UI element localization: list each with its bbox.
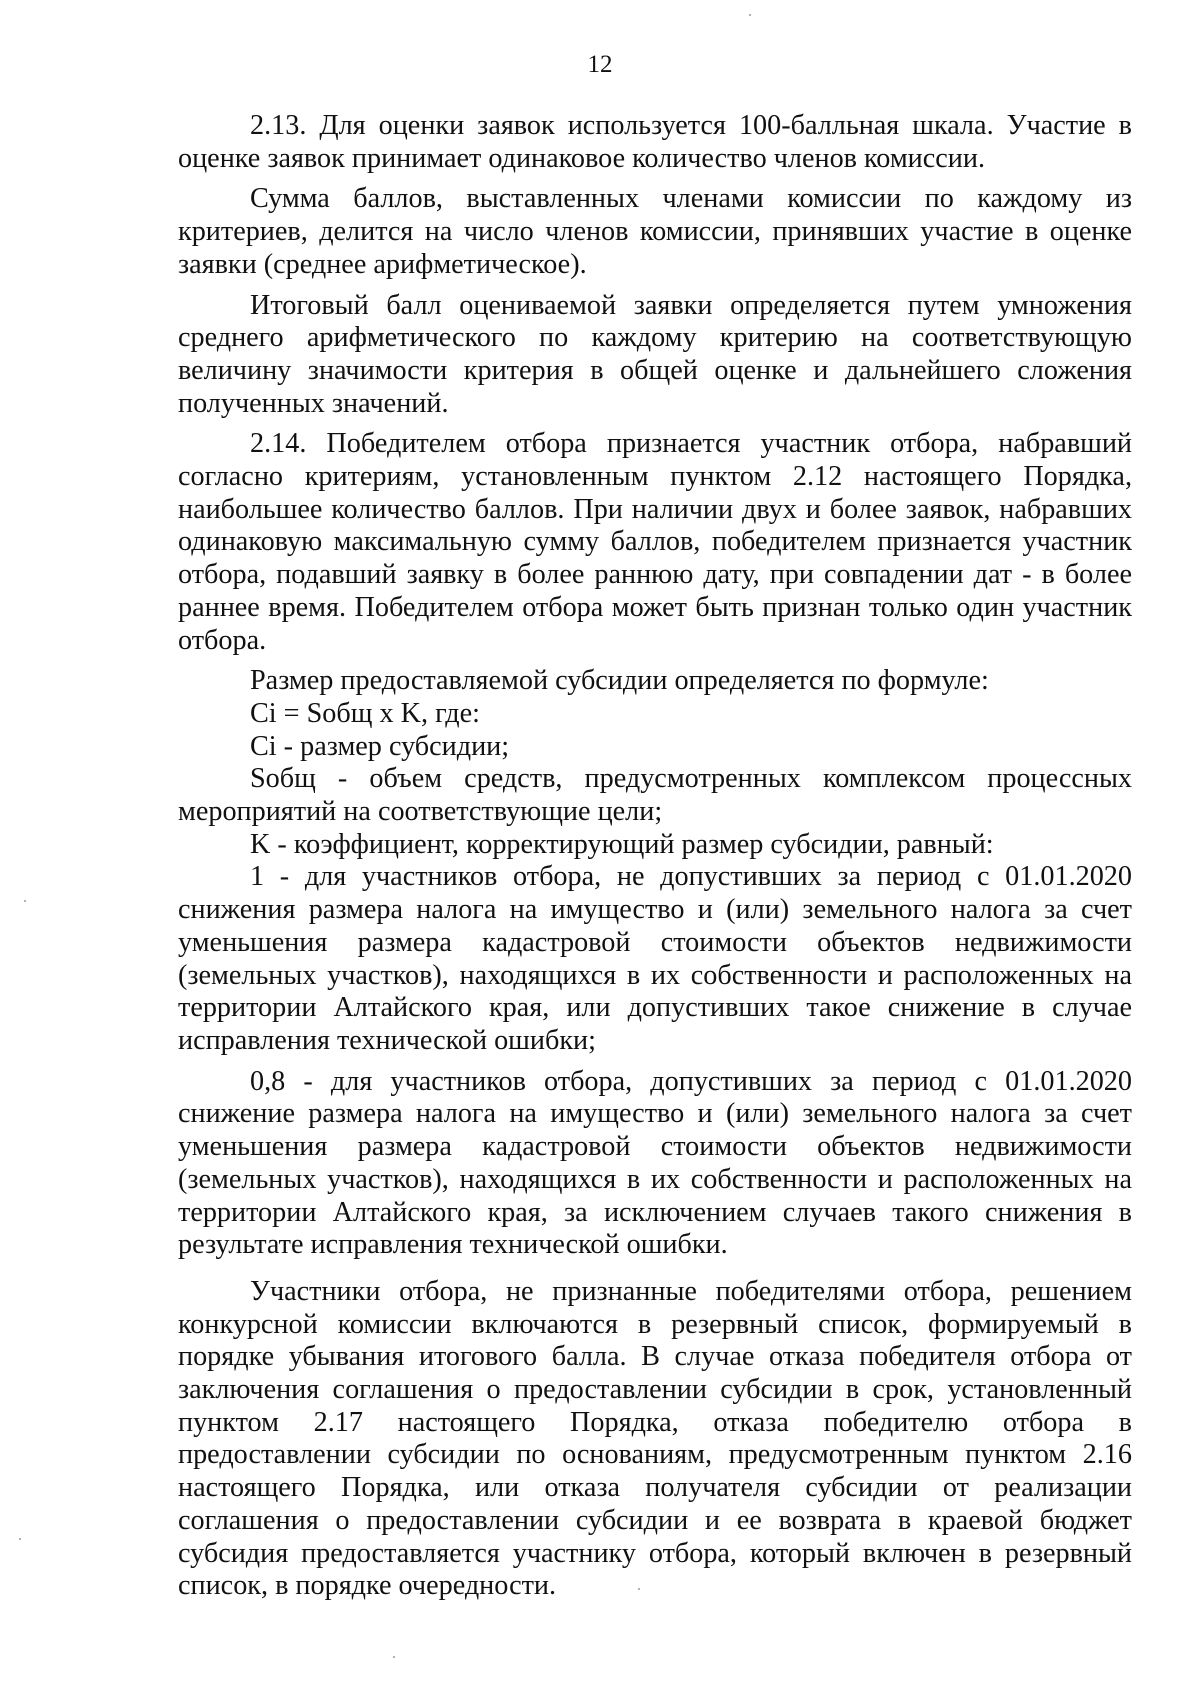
paragraph-subsidy-formula-intro: Размер предоставляемой субсидии определяется по формуле:: [250, 665, 989, 697]
paragraph-k-one: 1 - для участников отбора, не допустивших за период с 01.01.2020 снижения размера налога на имущество и (или) земельного налога за счет уменьшения размера кадастровой стоимости объектов недвижимости (земельных участков), находящихся в их собственности и расположенных на территории Алтайского края, или допустивших такое снижение в случае исправления технической ошибки;: [178, 861, 1132, 1056]
paragraph-ci-definition: Ci - размер субсидии;: [250, 730, 510, 762]
paragraph-2-13: 2.13. Для оценки заявок используется 100-балльная шкала. Участие в оценке заявок принимает одинаковое количество членов комиссии.: [178, 110, 1132, 174]
paragraph-sobshch-definition: Sобщ - объем средств, предусмотренных комплексом процессных мероприятий на соответствующие цели;: [178, 763, 1132, 828]
scan-speck: [638, 1588, 640, 1590]
scan-speck: [393, 1656, 395, 1658]
scan-speck: [19, 1538, 21, 1540]
paragraph-score-sum: Сумма баллов, выставленных членами комиссии по каждому из критериев, делится на число членов комиссии, принявших участие в оценке заявки (среднее арифметическое).: [178, 183, 1132, 280]
document-body: [178, 110, 1132, 1603]
paragraph-final-score: Итоговый балл оцениваемой заявки определяется путем умножения среднего арифметического по каждому критерию на соответствующую величину значимости критерия в общей оценке и дальнейшего сложения полученных значений.: [178, 289, 1132, 419]
scan-speck: [749, 14, 751, 16]
page-number: 12: [587, 51, 613, 78]
paragraph-formula: Ci = Sобщ x K, где:: [250, 697, 480, 729]
scan-speck: [24, 900, 26, 902]
paragraph-k-zero-eight: 0,8 - для участников отбора, допустивших за период с 01.01.2020 снижение размера налога на имущество и (или) земельного налога за счет уменьшения размера кадастровой стоимости объектов недвижимости (земельных участков), находящихся в их собственности и расположенных на территории Алтайского края, за исключением случаев такого снижения в результате исправления технической ошибки.: [178, 1065, 1132, 1261]
paragraph-2-14: 2.14. Победителем отбора признается участник отбора, набравший согласно критериям, установленным пунктом 2.12 настоящего Порядка, наибольшее количество баллов. При наличии двух и более заявок, набравших одинаковую максимальную сумму баллов, победителем признается участник отбора, подавший заявку в более раннюю дату, при совпадении дат - в более раннее время. Победителем отбора может быть признан только один участник отбора.: [178, 428, 1132, 656]
paragraph-k-definition: K - коэффициент, корректирующий размер субсидии, равный:: [250, 828, 994, 860]
paragraph-reserve-list: Участники отбора, не признанные победителями отбора, решением конкурсной комиссии включаются в резервный список, формируемый в порядке убывания итогового балла. В случае отказа победителя отбора от заключения соглашения о предоставлении субсидии в срок, установленный пунктом 2.17 настоящего Порядка, отказа победителю отбора в предоставлении субсидии по основаниям, предусмотренным пунктом 2.16 настоящего Порядка, или отказа получателя субсидии от реализации соглашения о предоставлении субсидии и ее возврата в краевой бюджет субсидия предоставляется участнику отбора, который включен в резервный список, в порядке очередности.: [178, 1275, 1132, 1602]
